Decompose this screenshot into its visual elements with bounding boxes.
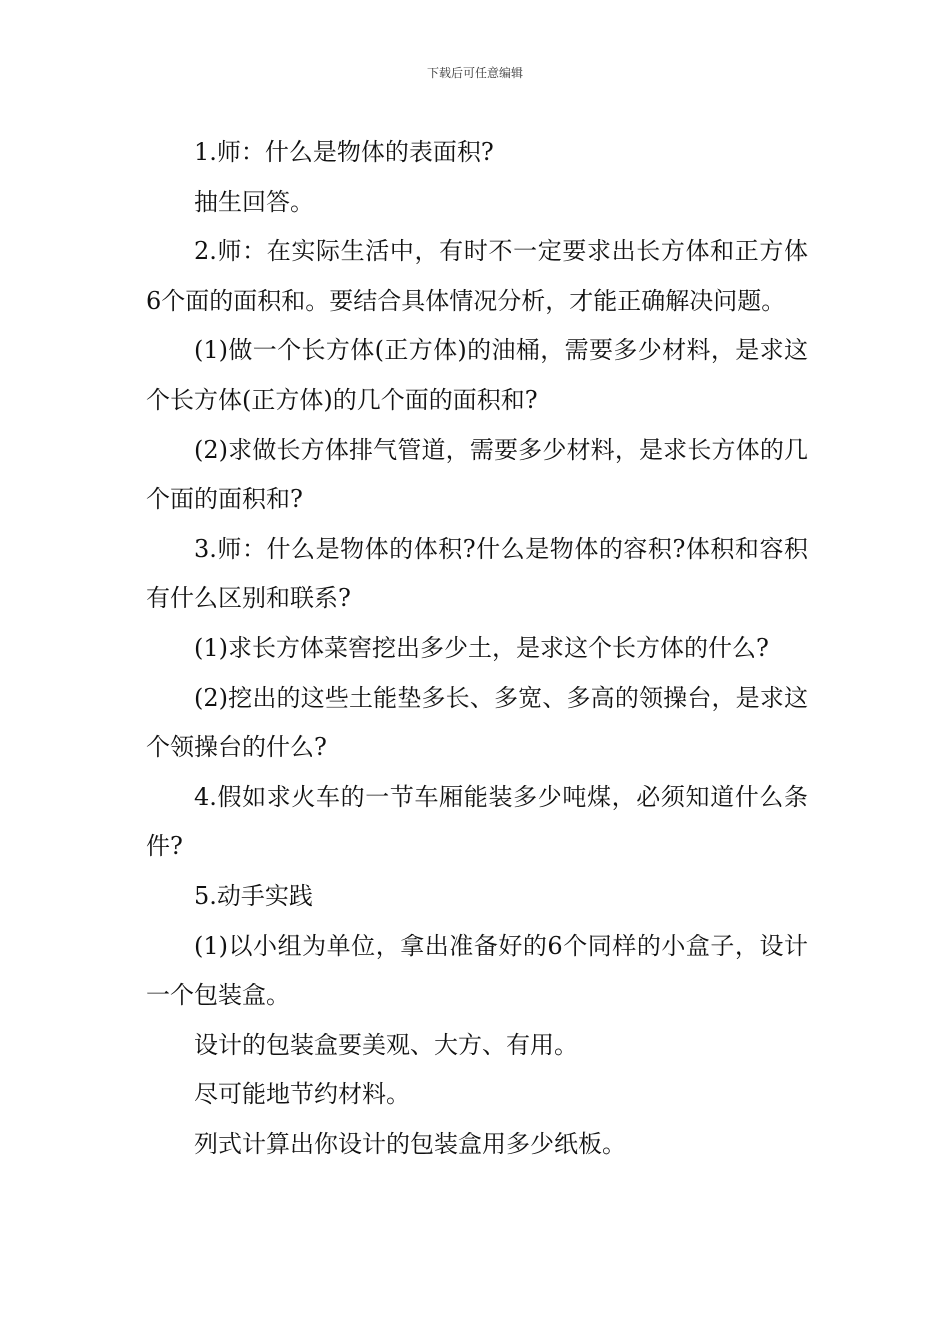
page-header: 下载后可任意编辑 bbox=[426, 66, 523, 80]
paragraph: (1)求长方体菜窖挖出多少土，是求这个长方体的什么? bbox=[194, 633, 769, 662]
paragraph: 4.假如求火车的一节车厢能装多少吨煤，必须知道什么条件? bbox=[146, 782, 808, 861]
paragraph: (1)做一个长方体(正方体)的油桶，需要多少材料，是求这个长方体(正方体)的几个面的面积和? bbox=[146, 336, 808, 414]
paragraph: 尽可能地节约材料。 bbox=[194, 1080, 410, 1109]
paragraph: 2.师：在实际生活中，有时不一定要求出长方体和正方体6个面的面积和。要结合具体情况分析，才能正确解决问题。 bbox=[146, 237, 808, 315]
paragraph: 抽生回答。 bbox=[194, 187, 314, 216]
paragraph: (2)挖出的这些土能垫多长、多宽、多高的领操台，是求这个领操台的什么? bbox=[146, 683, 808, 762]
paragraph: (1)以小组为单位，拿出准备好的6个同样的小盒子，设计一个包装盒。 bbox=[146, 931, 808, 1010]
paragraph: 1.师：什么是物体的表面积? bbox=[194, 138, 494, 166]
paragraph: 3.师：什么是物体的体积?什么是物体的容积?体积和容积有什么区别和联系? bbox=[146, 534, 808, 613]
document-body bbox=[146, 128, 808, 1169]
paragraph: 5.动手实践 bbox=[194, 881, 313, 910]
paragraph: (2)求做长方体排气管道，需要多少材料，是求长方体的几个面的面积和? bbox=[146, 435, 808, 514]
paragraph: 列式计算出你设计的包装盒用多少纸板。 bbox=[194, 1129, 626, 1158]
paragraph: 设计的包装盒要美观、大方、有用。 bbox=[194, 1030, 578, 1059]
